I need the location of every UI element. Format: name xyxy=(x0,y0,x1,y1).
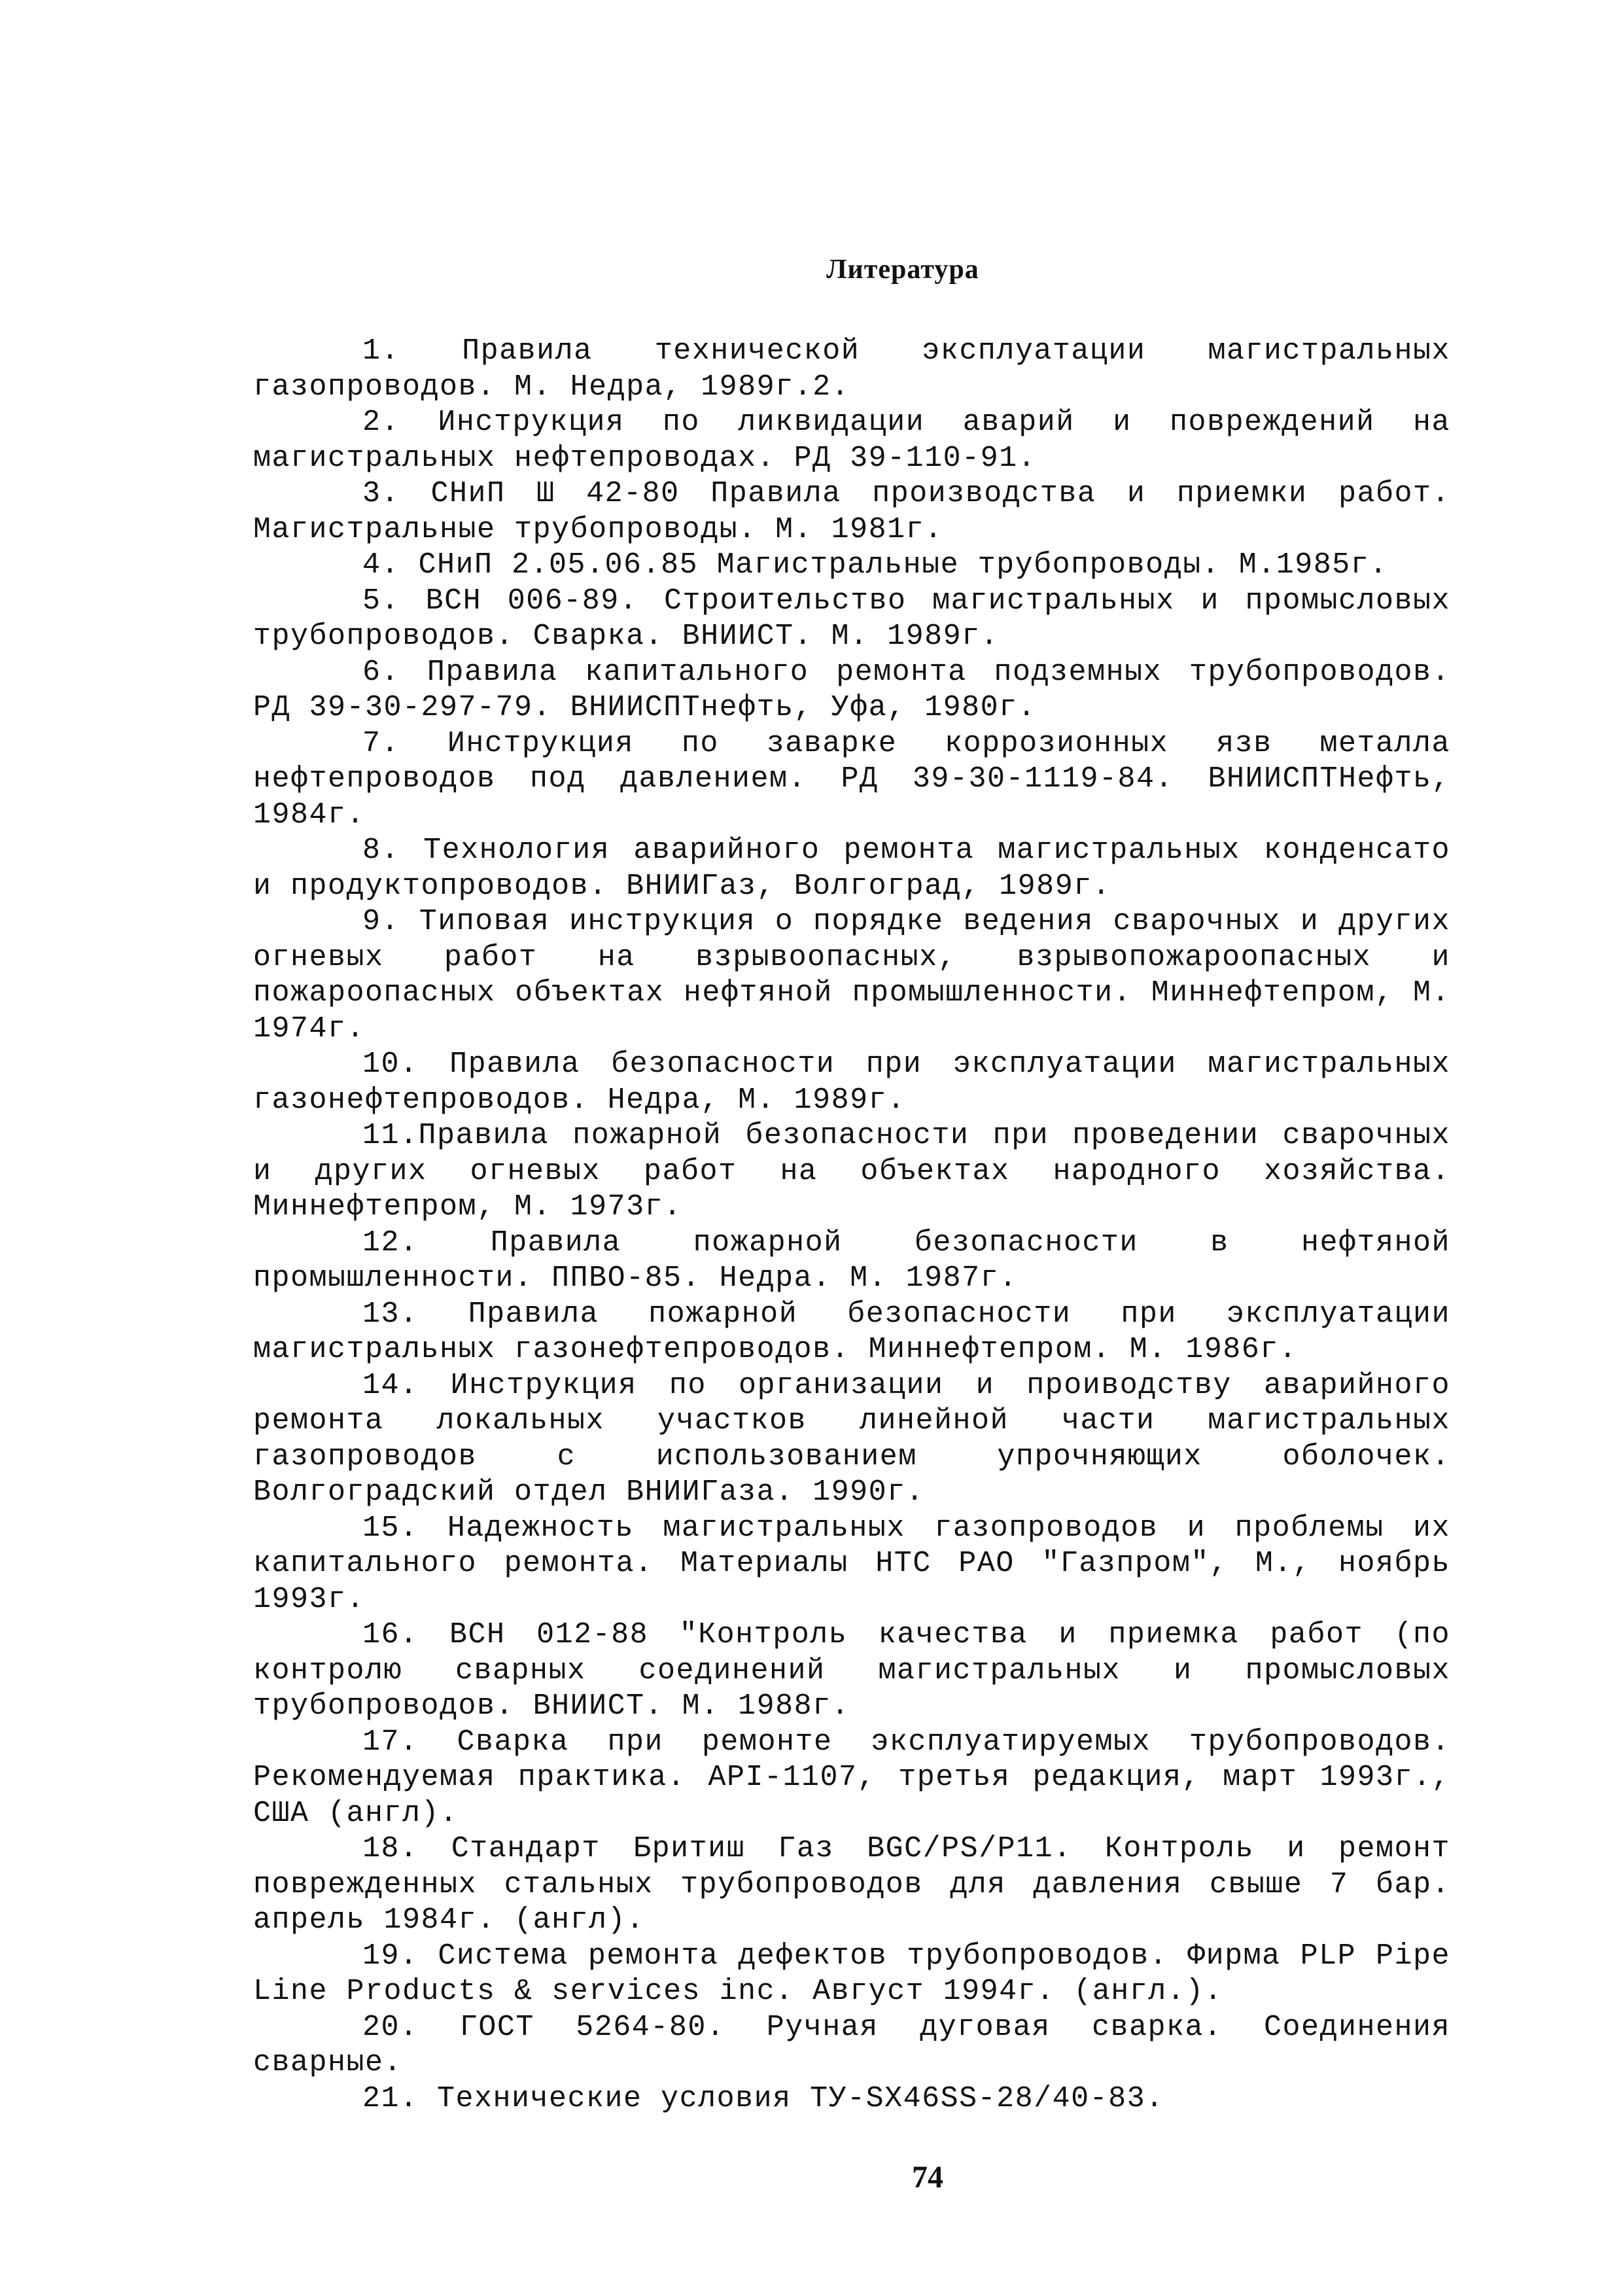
reference-item: 6. Правила капитального ремонта подземных трубопроводов. РД 39-30-297-79. ВНИИСПТнефть, Уфа, 1980г. xyxy=(253,655,1450,724)
reference-item: 7. Инструкция по заварке коррозионных язв металла нефтепроводов под давлением. РД 39-30-1119-84. ВНИИСПТНефть, 1984г. xyxy=(253,726,1450,832)
reference-item: 18. Стандарт Бритиш Газ BGC/PS/P11. Контроль и ремонт поврежденных стальных трубопроводов для давления свыше 7 бар. апрель 1984г. (англ). xyxy=(253,1832,1450,1937)
reference-item: 4. СНиП 2.05.06.85 Магистральные трубопроводы. М.1985г. xyxy=(362,548,1388,582)
reference-item: 17. Сварка при ремонте эксплуатируемых трубопроводов. Рекомендуемая практика. API-1107, третья редакция, март 1993г., США (англ). xyxy=(253,1725,1450,1830)
page-number: 74 xyxy=(912,2160,943,2195)
reference-item: 10. Правила безопасности при эксплуатации магистральных газонефтепроводов. Недра, М. 1989г. xyxy=(253,1048,1450,1117)
reference-item: 3. СНиП Ш 42-80 Правила производства и приемки работ. Магистральные трубопроводы. М. 1981г. xyxy=(253,477,1450,546)
reference-item: 16. ВСН 012-88 "Контроль качества и приемка работ (по контролю сварных соединений магистральных и промысловых трубопроводов. ВНИИСТ. М. 1988г. xyxy=(253,1618,1450,1723)
reference-list xyxy=(253,334,1450,2117)
reference-item: 5. ВСН 006-89. Строительство магистральных и промысловых трубопроводов. Сварка. ВНИИСТ. М. 1989г. xyxy=(253,584,1450,653)
reference-item: 21. Технические условия ТУ-SX46SS-28/40-83. xyxy=(362,2081,1164,2115)
reference-item: 15. Надежность магистральных газопроводов и проблемы их капитального ремонта. Материалы НТС РАО "Газпром", М., ноябрь 1993г. xyxy=(253,1511,1450,1616)
reference-item: 19. Система ремонта дефектов трубопроводов. Фирма PLP Pipe Line Products & services inc. Август 1994г. (англ.). xyxy=(253,1939,1450,2008)
reference-item: 13. Правила пожарной безопасности при эксплуатации магистральных газонефтепроводов. Миннефтепром. М. 1986г. xyxy=(253,1297,1450,1366)
reference-item: 2. Инструкция по ликвидации аварий и повреждений на магистральных нефтепроводах. РД 39-110-91. xyxy=(253,406,1450,475)
reference-item: 20. ГОСТ 5264-80. Ручная дуговая сварка. Соединения сварные. xyxy=(253,2010,1450,2079)
reference-item: 9. Типовая инструкция о порядке ведения сварочных и других огневых работ на взрывоопасных, взрывопожароопасных и пожароопасных объектах нефтяной промышленности. Миннефтепром, М. 1974г. xyxy=(253,905,1450,1046)
page-title: Литература xyxy=(826,255,979,285)
reference-item: 12. Правила пожарной безопасности в нефтяной промышленности. ППВО-85. Недра. М. 1987г. xyxy=(253,1226,1450,1295)
reference-item: 14. Инструкция по организации и проиводству аварийного ремонта локальных участков линейной части магистральных газопроводов с использованием упрочняющих оболочек. Волгоградский отдел ВНИИГаза. 1990г. xyxy=(253,1368,1450,1509)
reference-item: 1. Правила технической эксплуатации магистральных газопроводов. М. Недра, 1989г.2. xyxy=(253,334,1450,404)
reference-item: 11.Правила пожарной безопасности при проведении сварочных и других огневых работ на объектах народного хозяйства. Миннефтепром, М. 1973г. xyxy=(253,1119,1450,1224)
reference-item: 8. Технология аварийного ремонта магистральных конденсато и продуктопроводов. ВНИИГаз, Волгоград, 1989г. xyxy=(253,834,1450,903)
